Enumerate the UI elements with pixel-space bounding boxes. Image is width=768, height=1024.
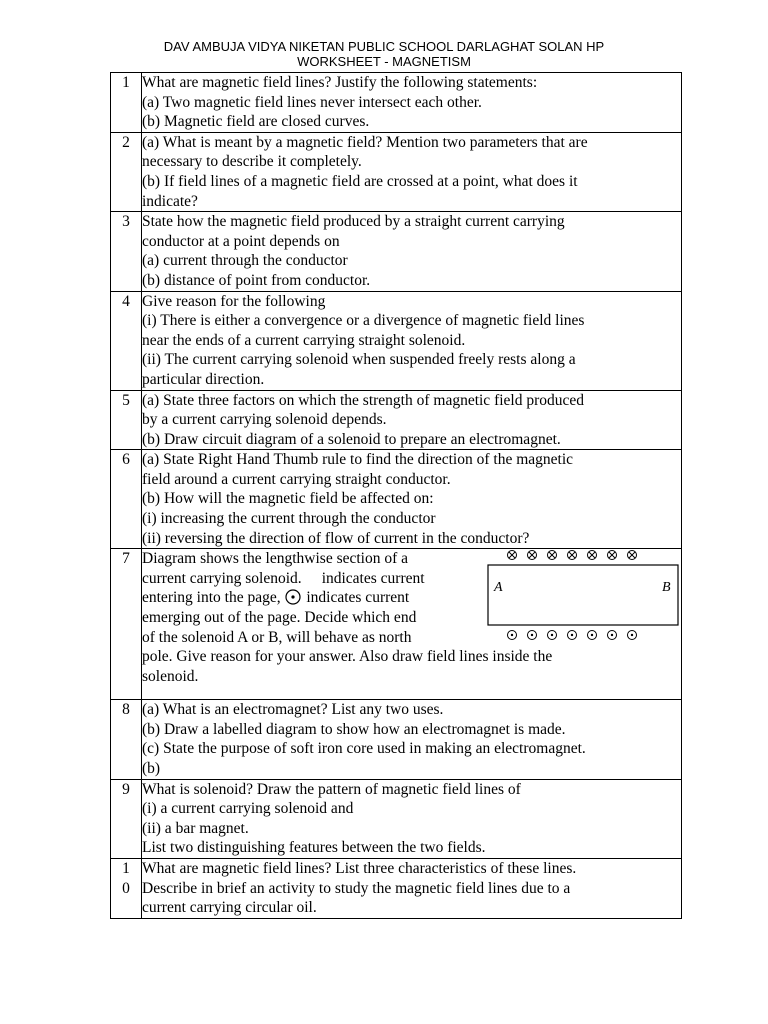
cross-symbol-icon bbox=[568, 551, 577, 560]
question-number: 6 bbox=[111, 450, 142, 549]
dot-symbol-icon bbox=[568, 631, 577, 640]
question-number: 9 bbox=[111, 779, 142, 858]
cross-symbol-icon bbox=[508, 551, 517, 560]
question-text: Give reason for the following (i) There is either a convergence or a divergence of magnetic field lines near the ends of a current carrying straight solenoid. (ii) The current carrying solenoid when suspended freely rests along a particular direction. bbox=[142, 291, 682, 390]
dot-symbol-icon bbox=[508, 631, 517, 640]
question-number: 4 bbox=[111, 291, 142, 390]
question-number: 1 0 bbox=[111, 859, 142, 919]
current-into-page-row bbox=[508, 551, 637, 560]
current-out-symbol-icon bbox=[285, 589, 301, 605]
school-name: DAV AMBUJA VIDYA NIKETAN PUBLIC SCHOOL DARLAGHAT SOLAN HP bbox=[163, 39, 605, 54]
question-row bbox=[111, 549, 682, 700]
solenoid-diagram bbox=[484, 549, 684, 645]
current-out-of-page-row bbox=[508, 631, 637, 640]
dot-symbol-icon bbox=[628, 631, 637, 640]
question-text: (a) What is meant by a magnetic field? Mention two parameters that are necessary to describe it completely. (b) If field lines of a magnetic field are crossed at a point, what does it indicate? bbox=[142, 132, 682, 211]
question-row bbox=[111, 779, 682, 858]
question-row bbox=[111, 700, 682, 779]
question-row bbox=[111, 390, 682, 450]
question-row bbox=[111, 859, 682, 919]
dot-symbol-icon bbox=[528, 631, 537, 640]
question-row bbox=[111, 291, 682, 390]
solenoid-section bbox=[488, 565, 678, 625]
question-text: Diagram shows the lengthwise section of a current carrying solenoid. indicates current entering into the page, indicates current emerging out of the page. Decide which end of the solenoid A or B, will behave as north pole. Give reason for your answer. Also draw field lines inside the solenoid. A B bbox=[142, 549, 682, 700]
end-b-label: B bbox=[662, 580, 671, 596]
dot-symbol-icon bbox=[608, 631, 617, 640]
cross-symbol-icon bbox=[588, 551, 597, 560]
question-number: 2 bbox=[111, 132, 142, 211]
question-text: (a) What is an electromagnet? List any two uses. (b) Draw a labelled diagram to show how an electromagnet is made. (c) State the purpose of soft iron core used in making an electromagnet. (b) bbox=[142, 700, 682, 779]
cross-symbol-icon bbox=[628, 551, 637, 560]
question-row bbox=[111, 212, 682, 291]
question-number: 3 bbox=[111, 212, 142, 291]
question-number: 8 bbox=[111, 700, 142, 779]
question-text: (a) State Right Hand Thumb rule to find the direction of the magnetic field around a current carrying straight conductor. (b) How will the magnetic field be affected on: (i) increasing the current through the conductor (ii) reversing the direction of flow of current in the conductor? bbox=[142, 450, 682, 549]
question-text: What is solenoid? Draw the pattern of magnetic field lines of (i) a current carrying solenoid and (ii) a bar magnet. List two distinguishing features between the two fields. bbox=[142, 779, 682, 858]
questions-table bbox=[110, 72, 682, 919]
cross-symbol-icon bbox=[528, 551, 537, 560]
end-a-label: A bbox=[494, 580, 503, 596]
question-number: 1 bbox=[111, 73, 142, 133]
question-number: 5 bbox=[111, 390, 142, 450]
dot-symbol-icon bbox=[588, 631, 597, 640]
question-text: (a) State three factors on which the strength of magnetic field produced by a current carrying solenoid depends. (b) Draw circuit diagram of a solenoid to prepare an electromagnet. bbox=[142, 390, 682, 450]
question-text: What are magnetic field lines? Justify the following statements: (a) Two magnetic field lines never intersect each other. (b) Magnetic field are closed curves. bbox=[142, 73, 682, 133]
question-text: State how the magnetic field produced by a straight current carrying conductor at a point depends on (a) current through the conductor (b) distance of point from conductor. bbox=[142, 212, 682, 291]
question-text: What are magnetic field lines? List three characteristics of these lines. Describe in brief an activity to study the magnetic field lines due to a current carrying circular oil. bbox=[142, 859, 682, 919]
dot-symbol-icon bbox=[548, 631, 557, 640]
cross-symbol-icon bbox=[608, 551, 617, 560]
worksheet-title: WORKSHEET - MAGNETISM bbox=[297, 54, 471, 69]
question-number: 7 bbox=[111, 549, 142, 700]
question-row bbox=[111, 132, 682, 211]
question-row bbox=[111, 73, 682, 133]
cross-symbol-icon bbox=[548, 551, 557, 560]
question-row bbox=[111, 450, 682, 549]
